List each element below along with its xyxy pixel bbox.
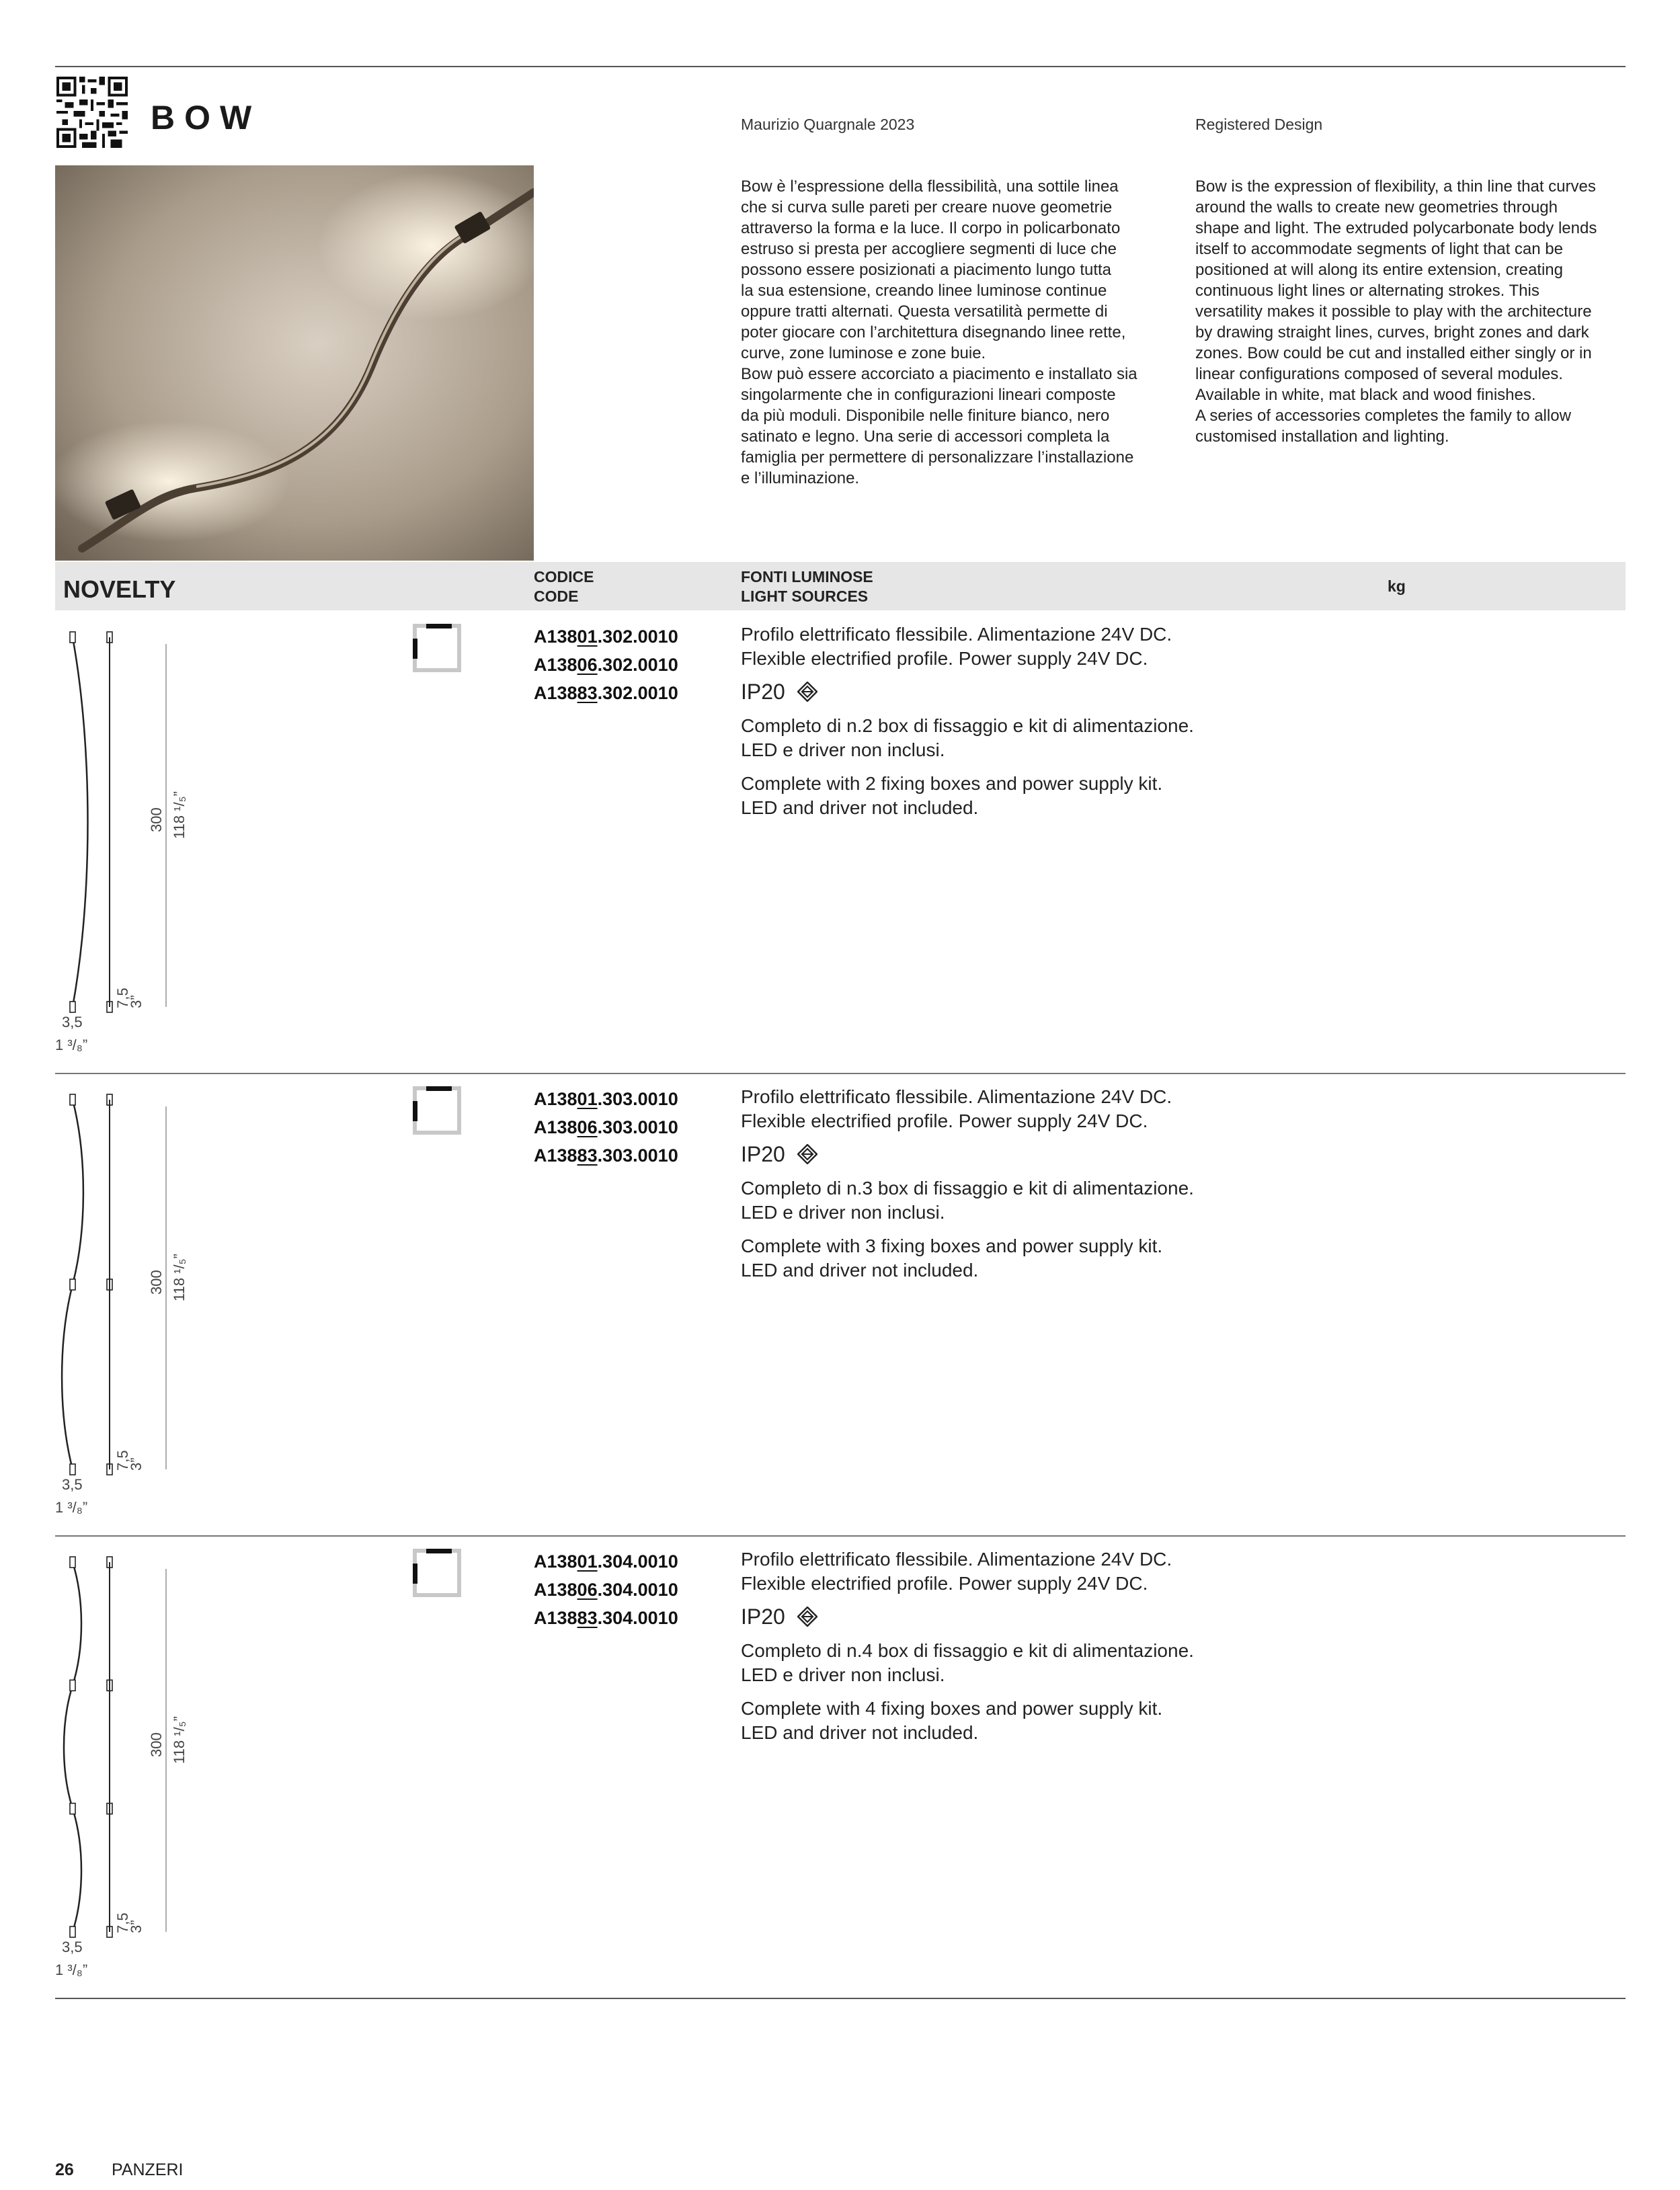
ip-rating-label: IP20 [741, 1605, 785, 1629]
profile-front-view [64, 1562, 81, 1932]
light-source-info [741, 622, 1194, 820]
fixing-box [70, 1803, 75, 1814]
fixing-box [70, 1557, 75, 1568]
kit-en-line: LED and driver not included. [741, 1260, 979, 1281]
height-cm-label: 300 [148, 1270, 165, 1295]
desc-it-line: e l’illuminazione. [741, 469, 860, 487]
weight-header: kg [1388, 577, 1406, 595]
kit-it-line: Completo di n.4 box di fissaggio e kit di alimentazione. [741, 1640, 1194, 1661]
desc-en-line: versatility makes it possible to play with the architecture [1195, 302, 1592, 321]
desc-it-line: satinato e legno. Una serie di accessori completa la [741, 428, 1110, 446]
desc-it-line: possono essere posizionati a piacimento lungo tutta [741, 261, 1112, 279]
top-divider [55, 66, 1626, 67]
product-row [0, 1073, 1680, 1535]
fixing-box [70, 1680, 75, 1691]
ip-rating-label: IP20 [741, 680, 785, 704]
fixing-box [70, 1002, 75, 1012]
desc-en-line: linear configurations composed of several modules. [1195, 365, 1563, 383]
code-header [534, 567, 594, 606]
description-italian [741, 176, 1164, 489]
table-header [55, 562, 1626, 610]
desc-en-line: by drawing straight lines, curves, bright zones and dark [1195, 323, 1589, 341]
sources-header-it: FONTI LUMINOSE [741, 568, 873, 585]
desc-en-line: Available in white, mat black and wood finishes. [1195, 386, 1536, 404]
profile-en: Flexible electrified profile. Power supply 24V DC. [741, 1110, 1148, 1131]
brand-name: PANZERI [112, 2160, 184, 2179]
double-insulation-icon [797, 1144, 817, 1164]
desc-it-line: che si curva sulle pareti per creare nuove geometrie [741, 198, 1113, 216]
depth-cm-label: 7,5 [114, 1450, 131, 1471]
product-title: BOW [151, 99, 262, 136]
product-code: A13806.304.0010 [534, 1580, 678, 1600]
product-row [0, 1535, 1680, 1998]
product-code: A13806.303.0010 [534, 1117, 678, 1137]
desc-it-line: la sua estensione, creando linee luminose continue [741, 282, 1107, 300]
width-in-label: 1 ³/₈” [55, 1499, 88, 1516]
ip-rating [741, 1141, 1194, 1167]
code-header-it: CODICE [534, 568, 594, 585]
kit-en-line: LED and driver not included. [741, 797, 979, 818]
product-row [0, 610, 1680, 1073]
kit-it-line: LED e driver non inclusi. [741, 1664, 945, 1685]
product-code: A13801.303.0010 [534, 1089, 678, 1109]
code-header-en: CODE [534, 587, 579, 605]
desc-it-line: Bow può essere accorciato a piacimento e installato sia [741, 365, 1137, 383]
ip-rating [741, 1604, 1194, 1629]
depth-in-label: 3” [128, 1457, 145, 1471]
wall-mount-symbol-icon [413, 1086, 461, 1135]
width-cm-label: 3,5 [62, 1476, 83, 1493]
wall-mount-symbol-icon [413, 624, 461, 672]
desc-it-line: poter giocare con l’architettura disegnando linee rette, [741, 323, 1126, 341]
depth-in-label: 3” [128, 1920, 145, 1933]
product-codes [534, 1547, 678, 1632]
ip-rating-label: IP20 [741, 1142, 785, 1166]
product-code: A13801.304.0010 [534, 1551, 678, 1572]
bottom-divider [55, 1998, 1626, 1999]
height-in-label: 118 ¹/₅” [171, 791, 188, 839]
fixing-box [70, 632, 75, 643]
profile-it: Profilo elettrificato flessibile. Alimentazione 24V DC. [741, 624, 1172, 645]
kit-it-line: Completo di n.3 box di fissaggio e kit di alimentazione. [741, 1178, 1194, 1199]
wall-mount-symbol-icon [413, 1549, 461, 1597]
kit-en-line: LED and driver not included. [741, 1722, 979, 1743]
width-in-label: 1 ³/₈” [55, 1037, 88, 1053]
desc-en-line: positioned at will along its entire extension, creating [1195, 261, 1563, 279]
desc-it-line: singolarmente che in configurazioni lineari composte [741, 386, 1116, 404]
desc-en-line: customised installation and lighting. [1195, 428, 1449, 446]
fixing-box [70, 1279, 75, 1290]
desc-en-line: A series of accessories completes the family to allow [1195, 407, 1571, 425]
kit-en-line: Complete with 3 fixing boxes and power supply kit. [741, 1235, 1163, 1256]
light-source-info [741, 1085, 1194, 1283]
desc-it-line: curve, zone luminose e zone buie. [741, 344, 986, 362]
desc-it-line: attraverso la forma e la luce. Il corpo in policarbonato [741, 219, 1121, 237]
fixing-box [70, 1464, 75, 1475]
height-cm-label: 300 [148, 807, 165, 832]
sources-header [741, 567, 873, 606]
profile-front-view [73, 637, 88, 1007]
width-in-label: 1 ³/₈” [55, 1961, 88, 1978]
description-english [1195, 176, 1626, 447]
kit-en-line: Complete with 4 fixing boxes and power supply kit. [741, 1698, 1163, 1719]
desc-en-line: Bow is the expression of flexibility, a thin line that curves [1195, 177, 1596, 196]
desc-it-line: da più moduli. Disponibile nelle finiture bianco, nero [741, 407, 1110, 425]
product-codes [534, 622, 678, 707]
product-code: A13883.303.0010 [534, 1145, 678, 1166]
dimension-drawing [55, 1086, 230, 1523]
product-code: A13801.302.0010 [534, 626, 678, 647]
page-number: 26 [55, 2160, 74, 2179]
desc-en-line: itself to accommodate segments of light that can be [1195, 240, 1563, 258]
desc-en-line: continuous light lines or alternating strokes. This [1195, 282, 1539, 300]
depth-in-label: 3” [128, 995, 145, 1008]
dimension-drawing [55, 1549, 230, 1986]
product-code: A13806.302.0010 [534, 655, 678, 675]
sources-header-en: LIGHT SOURCES [741, 587, 869, 605]
desc-en-line: shape and light. The extruded polycarbonate body lends [1195, 219, 1597, 237]
profile-it: Profilo elettrificato flessibile. Alimentazione 24V DC. [741, 1086, 1172, 1107]
dimension-drawing [55, 624, 230, 1061]
fixing-box [70, 1094, 75, 1105]
profile-en: Flexible electrified profile. Power supply 24V DC. [741, 648, 1148, 669]
ip-rating [741, 679, 1194, 704]
kit-it-line: Completo di n.2 box di fissaggio e kit di alimentazione. [741, 715, 1194, 736]
height-cm-label: 300 [148, 1732, 165, 1757]
desc-it-line: estruso si presta per accogliere segmenti di luce che [741, 240, 1117, 258]
designer-year: Maurizio Quargnale 2023 [741, 116, 915, 133]
double-insulation-icon [797, 1607, 817, 1627]
desc-en-line: around the walls to create new geometries through [1195, 198, 1558, 216]
kit-en-line: Complete with 2 fixing boxes and power supply kit. [741, 773, 1163, 794]
product-codes [534, 1085, 678, 1170]
double-insulation-icon [797, 682, 817, 702]
qr-code-icon[interactable] [56, 77, 128, 148]
registered-design-label: Registered Design [1195, 116, 1323, 133]
light-source-info [741, 1547, 1194, 1745]
kit-it-line: LED e driver non inclusi. [741, 1202, 945, 1223]
profile-it: Profilo elettrificato flessibile. Alimentazione 24V DC. [741, 1549, 1172, 1570]
width-cm-label: 3,5 [62, 1939, 83, 1955]
depth-cm-label: 7,5 [114, 987, 131, 1008]
height-in-label: 118 ¹/₅” [171, 1716, 188, 1764]
novelty-label: NOVELTY [63, 575, 176, 603]
desc-it-line: Bow è l’espressione della flessibilità, una sottile linea [741, 177, 1119, 196]
profile-en: Flexible electrified profile. Power supply 24V DC. [741, 1573, 1148, 1594]
product-photo [55, 165, 534, 561]
desc-en-line: zones. Bow could be cut and installed either singly or in [1195, 344, 1592, 362]
product-code: A13883.302.0010 [534, 683, 678, 703]
width-cm-label: 3,5 [62, 1014, 83, 1030]
depth-cm-label: 7,5 [114, 1912, 131, 1933]
fixing-box [70, 1927, 75, 1937]
product-code: A13883.304.0010 [534, 1608, 678, 1628]
desc-it-line: famiglia per permettere di personalizzare l’installazione [741, 448, 1134, 467]
height-in-label: 118 ¹/₅” [171, 1254, 188, 1301]
kit-it-line: LED e driver non inclusi. [741, 739, 945, 760]
desc-it-line: oppure tratti alternati. Questa versatilità permette di [741, 302, 1108, 321]
